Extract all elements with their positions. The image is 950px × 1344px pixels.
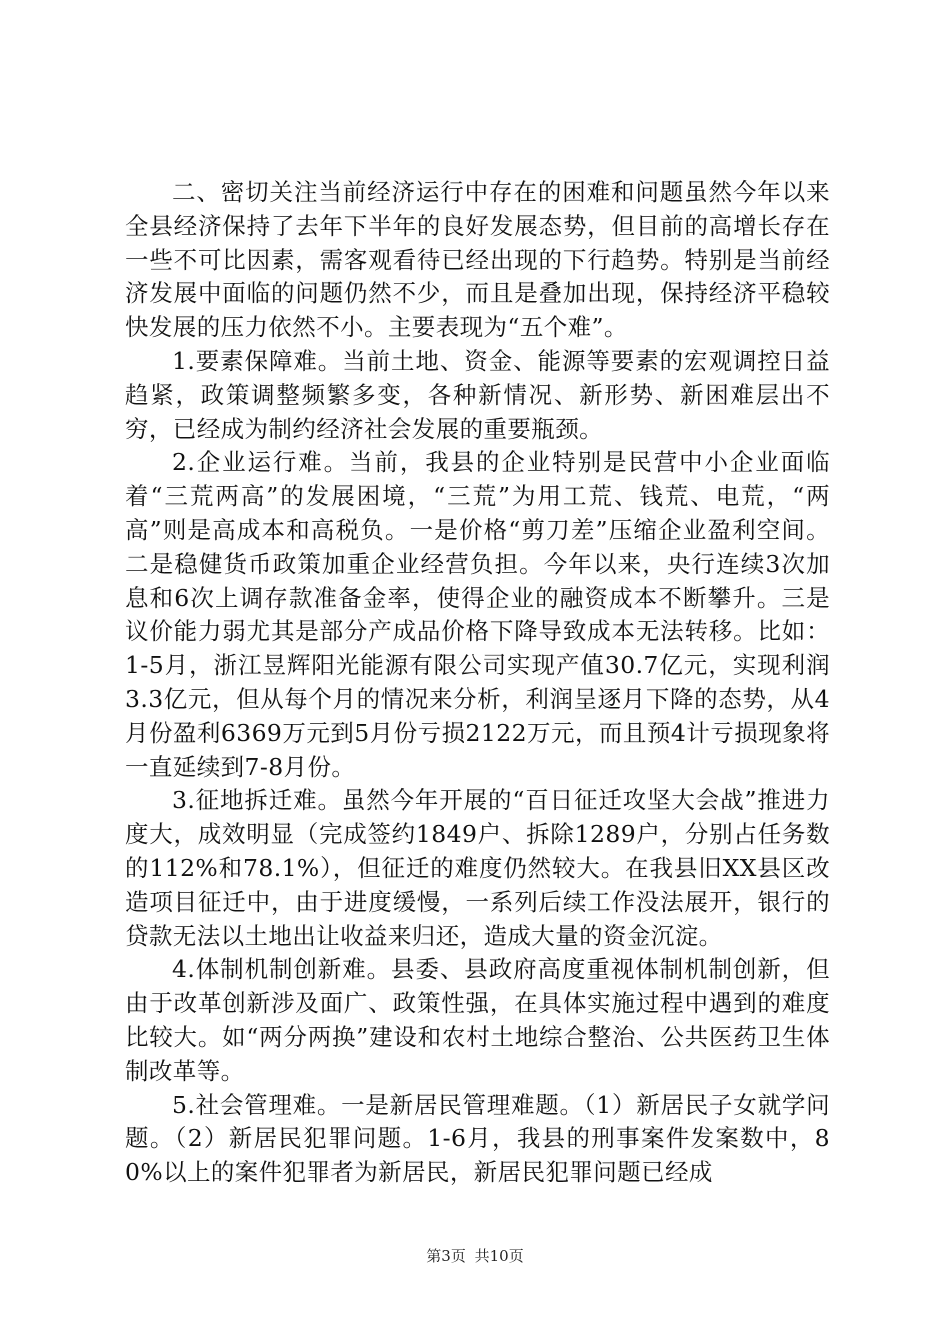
page-number: 第3页 [426,1247,466,1265]
document-body [125,176,830,1190]
paragraph-item-2: 2.企业运行难。当前，我县的企业特别是民营中小企业面临着“三荒两高”的发展困境，“三荒”为用工荒、钱荒、电荒，“两高”则是高成本和高税负。一是价格“剪刀差”压缩企业盈利空间。二是稳健货币政策加重企业经营负担。今年以来，央行连续3次加息和6次上调存款准备金率，使得企业的融资成本不断攀升。三是议价能力弱尤其是部分产成品价格下降导致成本无法转移。比如：1-5月，浙江昱辉阳光能源有限公司实现产值30.7亿元，实现利润3.3亿元，但从每个月的情况来分析，利润呈逐月下降的态势，从4月份盈利6369万元到5月份亏损2122万元，而且预4计亏损现象将一直延续到7-8月份。 [125,448,830,781]
paragraph-item-3: 3.征地拆迁难。虽然今年开展的“百日征迁攻坚大会战”推进力度大，成效明显（完成签约1849户、拆除1289户，分别占任务数的112%和78.1%），但征迁的难度仍然较大。在我县旧XX县区改造项目征迁中，由于进度缓慢，一系列后续工作没法展开，银行的贷款无法以土地出让收益来归还，造成大量的资金沉淀。 [125,786,830,950]
paragraph-item-4: 4.体制机制创新难。县委、县政府高度重视体制机制创新，但由于改革创新涉及面广、政策性强，在具体实施过程中遇到的难度比较大。如“两分两换”建设和农村土地综合整治、公共医药卫生体制改革等。 [125,955,830,1085]
page-total: 共10页 [474,1247,524,1265]
paragraph-section-heading: 二、密切关注当前经济运行中存在的困难和问题虽然今年以来全县经济保持了去年下半年的良好发展态势，但目前的高增长存在一些不可比因素，需客观看待已经出现的下行趋势。特别是当前经济发展中面临的问题仍然不少，而且是叠加出现，保持经济平稳较快发展的压力依然不小。主要表现为“五个难”。 [125,178,830,342]
page-footer [0,1245,950,1266]
paragraph-item-5: 5.社会管理难。一是新居民管理难题。（1）新居民子女就学问题。（2）新居民犯罪问题。1-6月，我县的刑事案件发案数中，80%以上的案件犯罪者为新居民，新居民犯罪问题已经成 [125,1090,830,1187]
paragraph-item-1: 1.要素保障难。当前土地、资金、能源等要素的宏观调控日益趋紧，政策调整频繁多变，各种新情况、新形势、新困难层出不穷，已经成为制约经济社会发展的重要瓶颈。 [125,346,830,443]
